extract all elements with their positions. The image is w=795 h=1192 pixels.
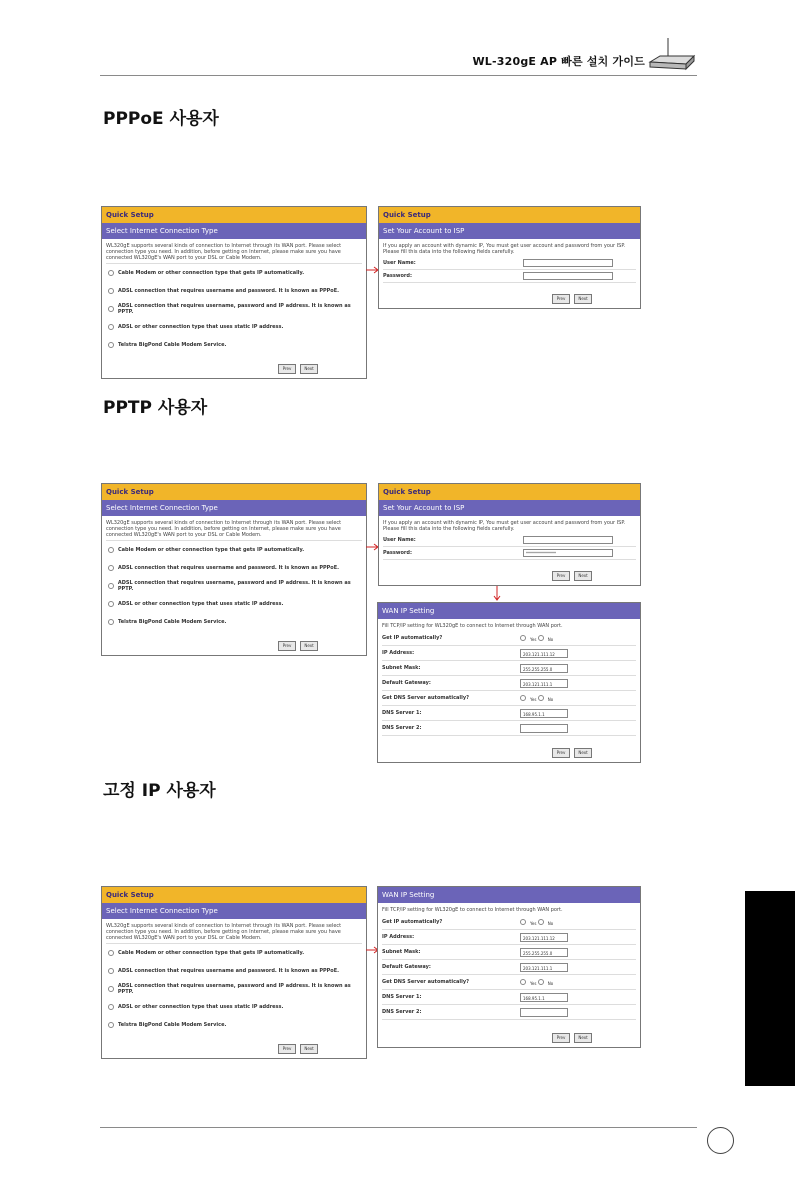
gateway-field[interactable]: 203.121.111.1 bbox=[520, 963, 568, 972]
quick-setup-panel-pptp bbox=[101, 483, 367, 656]
section-title-pppoe: PPPoE 사용자 bbox=[103, 109, 219, 129]
radio-icon[interactable] bbox=[108, 583, 114, 589]
panel-subtitle: Select Internet Connection Type bbox=[102, 223, 366, 239]
next-button[interactable]: Next bbox=[574, 1033, 592, 1043]
radio-icon[interactable] bbox=[538, 919, 544, 925]
radio-icon[interactable] bbox=[538, 695, 544, 701]
account-panel-pppoe bbox=[378, 206, 641, 309]
panel-subtitle: Select Internet Connection Type bbox=[102, 500, 366, 516]
option-telstra[interactable]: Telstra BigPond Cable Modem Service. bbox=[102, 1016, 366, 1034]
quick-setup-panel-static bbox=[101, 886, 367, 1059]
option-cable[interactable]: Cable Modem or other connection type that gets IP automatically. bbox=[102, 944, 366, 962]
header-rule bbox=[100, 75, 697, 76]
panel-title: WAN IP Setting bbox=[378, 887, 640, 903]
next-button[interactable]: Next bbox=[574, 748, 592, 758]
chapter-tab bbox=[745, 891, 795, 1086]
panel-subtitle: Set Your Account to ISP bbox=[379, 223, 640, 239]
user-name-field[interactable] bbox=[523, 536, 613, 544]
prev-button[interactable]: Prev bbox=[552, 1033, 570, 1043]
wan-panel-pptp: WAN IP Setting Fill TCP/IP setting for WL320gE to connect to Internet through WAN port. Get IP automatically? Yes No IP Address: 203.121.111.12 Subnet Mask: 255.255.255.0 Default Gateway: 203.121.111.1 Get DNS Server automatically? Yes No DNS Server 1: 168.95.1.1 DNS Server 2: Prev Next bbox=[377, 602, 641, 763]
radio-icon[interactable] bbox=[108, 619, 114, 625]
option-pptp[interactable]: ADSL connection that requires username, password and IP address. It is known as PPTP. bbox=[102, 980, 366, 998]
panel-subtitle: Set Your Account to ISP bbox=[379, 500, 640, 516]
option-pppoe[interactable]: ADSL connection that requires username and password. It is known as PPPoE. bbox=[102, 559, 366, 577]
section-title-pptp: PPTP 사용자 bbox=[103, 398, 208, 418]
radio-icon[interactable] bbox=[108, 547, 114, 553]
option-pptp[interactable]: ADSL connection that requires username, password and IP address. It is known as PPTP. bbox=[102, 577, 366, 595]
panel-description: Fill TCP/IP setting for WL320gE to connect to Internet through WAN port. bbox=[382, 623, 563, 629]
radio-icon[interactable] bbox=[108, 306, 114, 312]
prev-button[interactable]: Prev bbox=[278, 1044, 296, 1054]
next-button[interactable]: Next bbox=[574, 571, 592, 581]
wan-panel-static: WAN IP Setting Fill TCP/IP setting for WL320gE to connect to Internet through WAN port. Get IP automatically? Yes No IP Address: 203.121.111.12 Subnet Mask: 255.255.255.0 Default Gateway: 203.121.111.1 Get DNS Server automatically? Yes No DNS Server 1: 168.95.1.1 DNS Server 2: Prev Next bbox=[377, 886, 641, 1048]
password-label: Password: bbox=[383, 550, 412, 556]
radio-icon[interactable] bbox=[108, 342, 114, 348]
radio-icon[interactable] bbox=[108, 601, 114, 607]
panel-description: WL320gE supports several kinds of connection to Internet through its WAN port. Please select connection type you need. In addition, before getting on Internet, please make sure you have connected WL320gE's WAN port to your DSL or Cable Modem. bbox=[106, 923, 342, 941]
radio-icon[interactable] bbox=[108, 324, 114, 330]
panel-description: If you apply an account with dynamic IP, You must get user account and password from your ISP. Please fill this data into the following fields carefully. bbox=[383, 243, 626, 255]
header-title: WL-320gE AP 빠른 설치 가이드 bbox=[472, 55, 645, 68]
panel-title: Quick Setup bbox=[102, 207, 366, 223]
section-title-static-ip: 고정 IP 사용자 bbox=[103, 781, 216, 801]
panel-title: Quick Setup bbox=[379, 207, 640, 223]
dns1-field[interactable]: 168.95.1.1 bbox=[520, 709, 568, 718]
ip-label: IP Address: bbox=[382, 650, 415, 656]
next-button[interactable]: Next bbox=[300, 641, 318, 651]
dns1-field[interactable]: 168.95.1.1 bbox=[520, 993, 568, 1002]
radio-icon[interactable] bbox=[108, 288, 114, 294]
password-field[interactable]: *************** bbox=[523, 549, 613, 557]
dns2-field[interactable] bbox=[520, 1008, 568, 1017]
get-ip-label: Get IP automatically? bbox=[382, 635, 443, 641]
password-field[interactable] bbox=[523, 272, 613, 280]
account-panel-pptp bbox=[378, 483, 641, 586]
panel-description: Fill TCP/IP setting for WL320gE to connect to Internet through WAN port. bbox=[382, 907, 563, 913]
mask-field[interactable]: 255.255.255.0 bbox=[520, 948, 568, 957]
dns-auto-label: Get DNS Server automatically? bbox=[382, 979, 469, 985]
panel-description: If you apply an account with dynamic IP, You must get user account and password from your ISP. Please fill this data into the following fields carefully. bbox=[383, 520, 626, 532]
panel-title: WAN IP Setting bbox=[378, 603, 640, 619]
router-icon bbox=[648, 36, 696, 74]
dns-auto-label: Get DNS Server automatically? bbox=[382, 695, 469, 701]
panel-title: Quick Setup bbox=[379, 484, 640, 500]
mask-field[interactable]: 255.255.255.0 bbox=[520, 664, 568, 673]
ip-field[interactable]: 203.121.111.12 bbox=[520, 649, 568, 658]
gateway-label: Default Gateway: bbox=[382, 964, 431, 970]
dns2-field[interactable] bbox=[520, 724, 568, 733]
quick-setup-panel-pppoe bbox=[101, 206, 367, 379]
get-ip-label: Get IP automatically? bbox=[382, 919, 443, 925]
option-pptp[interactable]: ADSL connection that requires username, password and IP address. It is known as PPTP. bbox=[102, 300, 366, 318]
user-name-field[interactable] bbox=[523, 259, 613, 267]
ip-label: IP Address: bbox=[382, 934, 415, 940]
radio-icon[interactable] bbox=[520, 919, 526, 925]
next-button[interactable]: Next bbox=[300, 364, 318, 374]
panel-description: WL320gE supports several kinds of connection to Internet through its WAN port. Please select connection type you need. In addition, before getting on Internet, please make sure you have connected WL320gE's WAN port to your DSL or Cable Modem. bbox=[106, 520, 342, 538]
radio-icon[interactable] bbox=[520, 695, 526, 701]
gateway-field[interactable]: 203.121.111.1 bbox=[520, 679, 568, 688]
option-static[interactable]: ADSL or other connection type that uses static IP address. bbox=[102, 318, 366, 336]
panel-title: Quick Setup bbox=[102, 887, 366, 903]
prev-button[interactable]: Prev bbox=[552, 748, 570, 758]
mask-label: Subnet Mask: bbox=[382, 949, 421, 955]
radio-icon[interactable] bbox=[520, 979, 526, 985]
password-label: Password: bbox=[383, 273, 412, 279]
user-name-label: User Name: bbox=[383, 260, 416, 266]
radio-icon[interactable] bbox=[108, 1022, 114, 1028]
radio-icon[interactable] bbox=[538, 979, 544, 985]
option-cable[interactable]: Cable Modem or other connection type that gets IP automatically. bbox=[102, 264, 366, 282]
option-pppoe[interactable]: ADSL connection that requires username and password. It is known as PPPoE. bbox=[102, 962, 366, 980]
gateway-label: Default Gateway: bbox=[382, 680, 431, 686]
option-telstra[interactable]: Telstra BigPond Cable Modem Service. bbox=[102, 613, 366, 631]
prev-button[interactable]: Prev bbox=[278, 641, 296, 651]
dns2-label: DNS Server 2: bbox=[382, 725, 422, 731]
footer-rule bbox=[100, 1127, 697, 1128]
page-number-circle bbox=[707, 1127, 734, 1154]
dns2-label: DNS Server 2: bbox=[382, 1009, 422, 1015]
dns1-label: DNS Server 1: bbox=[382, 710, 422, 716]
ip-field[interactable]: 203.121.111.12 bbox=[520, 933, 568, 942]
radio-icon[interactable] bbox=[108, 270, 114, 276]
radio-icon[interactable] bbox=[108, 1004, 114, 1010]
option-static[interactable]: ADSL or other connection type that uses static IP address. bbox=[102, 998, 366, 1016]
user-name-label: User Name: bbox=[383, 537, 416, 543]
mask-label: Subnet Mask: bbox=[382, 665, 421, 671]
prev-button[interactable]: Prev bbox=[278, 364, 296, 374]
panel-subtitle: Select Internet Connection Type bbox=[102, 903, 366, 919]
next-button[interactable]: Next bbox=[574, 294, 592, 304]
radio-icon[interactable] bbox=[108, 950, 114, 956]
radio-icon[interactable] bbox=[108, 986, 114, 992]
arrow-down-icon bbox=[491, 586, 503, 602]
option-static[interactable]: ADSL or other connection type that uses static IP address. bbox=[102, 595, 366, 613]
radio-icon[interactable] bbox=[520, 635, 526, 641]
option-telstra[interactable]: Telstra BigPond Cable Modem Service. bbox=[102, 336, 366, 354]
radio-icon[interactable] bbox=[538, 635, 544, 641]
dns1-label: DNS Server 1: bbox=[382, 994, 422, 1000]
prev-button[interactable]: Prev bbox=[552, 294, 570, 304]
option-pppoe[interactable]: ADSL connection that requires username and password. It is known as PPPoE. bbox=[102, 282, 366, 300]
radio-icon[interactable] bbox=[108, 968, 114, 974]
next-button[interactable]: Next bbox=[300, 1044, 318, 1054]
panel-description: WL320gE supports several kinds of connection to Internet through its WAN port. Please select connection type you need. In addition, before getting on Internet, please make sure you have connected WL320gE's WAN port to your DSL or Cable Modem. bbox=[106, 243, 342, 261]
prev-button[interactable]: Prev bbox=[552, 571, 570, 581]
radio-icon[interactable] bbox=[108, 565, 114, 571]
option-cable[interactable]: Cable Modem or other connection type that gets IP automatically. bbox=[102, 541, 366, 559]
panel-title: Quick Setup bbox=[102, 484, 366, 500]
